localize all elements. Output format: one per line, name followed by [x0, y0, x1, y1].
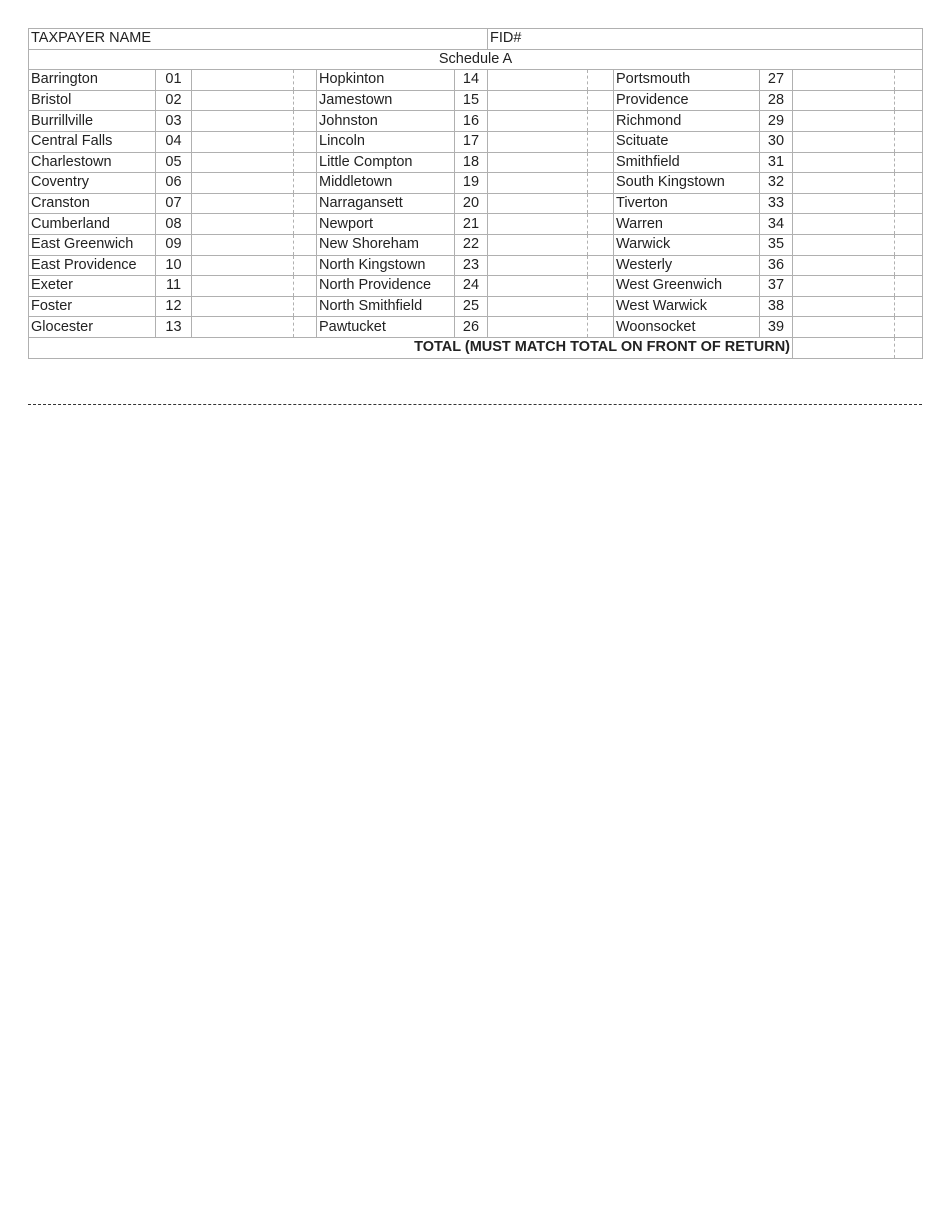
amount-cents-input[interactable] — [895, 70, 923, 91]
amount-dollars-input[interactable] — [793, 90, 895, 111]
table-row — [29, 173, 923, 194]
city-code: 11 — [156, 276, 192, 297]
amount-dollars-input[interactable] — [488, 90, 588, 111]
city-name: North Smithfield — [317, 296, 455, 317]
city-name: Smithfield — [614, 152, 760, 173]
total-dollars-input[interactable] — [793, 337, 895, 358]
amount-cents-input[interactable] — [294, 296, 317, 317]
table-row — [29, 296, 923, 317]
cut-line — [28, 404, 922, 405]
city-code: 15 — [455, 90, 488, 111]
city-name: East Providence — [29, 255, 156, 276]
city-name: Exeter — [29, 276, 156, 297]
amount-cents-input[interactable] — [895, 90, 923, 111]
amount-cents-input[interactable] — [294, 131, 317, 152]
amount-cents-input[interactable] — [588, 152, 614, 173]
city-code: 04 — [156, 131, 192, 152]
city-name: Providence — [614, 90, 760, 111]
amount-cents-input[interactable] — [895, 255, 923, 276]
city-name: Warwick — [614, 234, 760, 255]
city-name: Foster — [29, 296, 156, 317]
amount-cents-input[interactable] — [294, 152, 317, 173]
amount-cents-input[interactable] — [294, 90, 317, 111]
city-name: Little Compton — [317, 152, 455, 173]
city-name: North Providence — [317, 276, 455, 297]
city-code: 32 — [760, 173, 793, 194]
city-code: 27 — [760, 70, 793, 91]
schedule-title: Schedule A — [29, 49, 923, 70]
schedule-a-form — [28, 28, 922, 359]
amount-cents-input[interactable] — [895, 234, 923, 255]
amount-cents-input[interactable] — [294, 111, 317, 132]
city-code: 09 — [156, 234, 192, 255]
city-name: North Kingstown — [317, 255, 455, 276]
city-name: Westerly — [614, 255, 760, 276]
total-cents-input[interactable] — [895, 337, 923, 358]
table-row — [29, 276, 923, 297]
amount-dollars-input[interactable] — [488, 234, 588, 255]
amount-dollars-input[interactable] — [793, 234, 895, 255]
amount-dollars-input[interactable] — [793, 152, 895, 173]
amount-cents-input[interactable] — [588, 214, 614, 235]
table-row — [29, 70, 923, 91]
amount-cents-input[interactable] — [895, 111, 923, 132]
total-label: TOTAL (MUST MATCH TOTAL ON FRONT OF RETURN) — [29, 337, 793, 358]
city-name: Cranston — [29, 193, 156, 214]
city-code: 13 — [156, 317, 192, 338]
city-name: West Warwick — [614, 296, 760, 317]
city-code: 18 — [455, 152, 488, 173]
city-name: Charlestown — [29, 152, 156, 173]
amount-dollars-input[interactable] — [488, 317, 588, 338]
city-code: 05 — [156, 152, 192, 173]
table-row — [29, 317, 923, 338]
city-name: Tiverton — [614, 193, 760, 214]
amount-dollars-input[interactable] — [793, 131, 895, 152]
amount-dollars-input[interactable] — [488, 111, 588, 132]
amount-dollars-input[interactable] — [488, 173, 588, 194]
amount-dollars-input[interactable] — [488, 255, 588, 276]
amount-dollars-input[interactable] — [793, 214, 895, 235]
amount-cents-input[interactable] — [895, 131, 923, 152]
city-name: West Greenwich — [614, 276, 760, 297]
amount-cents-input[interactable] — [895, 173, 923, 194]
city-name: Pawtucket — [317, 317, 455, 338]
city-code: 29 — [760, 111, 793, 132]
city-code: 25 — [455, 296, 488, 317]
amount-cents-input[interactable] — [588, 276, 614, 297]
amount-cents-input[interactable] — [588, 296, 614, 317]
city-name: Portsmouth — [614, 70, 760, 91]
amount-cents-input[interactable] — [294, 70, 317, 91]
city-code: 22 — [455, 234, 488, 255]
city-code: 19 — [455, 173, 488, 194]
amount-dollars-input[interactable] — [192, 111, 294, 132]
amount-dollars-input[interactable] — [488, 152, 588, 173]
amount-cents-input[interactable] — [895, 296, 923, 317]
city-name: Richmond — [614, 111, 760, 132]
city-name: Coventry — [29, 173, 156, 194]
amount-cents-input[interactable] — [588, 234, 614, 255]
city-code: 08 — [156, 214, 192, 235]
table-row — [29, 90, 923, 111]
amount-dollars-input[interactable] — [488, 296, 588, 317]
city-name: Central Falls — [29, 131, 156, 152]
city-name: Burrillville — [29, 111, 156, 132]
header-row — [29, 29, 923, 50]
amount-cents-input[interactable] — [294, 173, 317, 194]
amount-dollars-input[interactable] — [192, 255, 294, 276]
amount-dollars-input[interactable] — [192, 317, 294, 338]
city-code: 26 — [455, 317, 488, 338]
city-code: 30 — [760, 131, 793, 152]
table-row — [29, 255, 923, 276]
amount-cents-input[interactable] — [895, 214, 923, 235]
amount-dollars-input[interactable] — [793, 193, 895, 214]
amount-dollars-input[interactable] — [793, 111, 895, 132]
amount-dollars-input[interactable] — [488, 193, 588, 214]
city-name: Hopkinton — [317, 70, 455, 91]
city-code: 17 — [455, 131, 488, 152]
city-name: Warren — [614, 214, 760, 235]
city-name: Lincoln — [317, 131, 455, 152]
amount-cents-input[interactable] — [895, 193, 923, 214]
amount-dollars-input[interactable] — [793, 255, 895, 276]
city-code: 07 — [156, 193, 192, 214]
amount-dollars-input[interactable] — [488, 276, 588, 297]
amount-cents-input[interactable] — [588, 193, 614, 214]
amount-cents-input[interactable] — [588, 173, 614, 194]
schedule-a-table — [28, 28, 923, 359]
fid-label: FID# — [490, 30, 522, 47]
city-name: Cumberland — [29, 214, 156, 235]
table-row — [29, 193, 923, 214]
table-row — [29, 234, 923, 255]
city-name: Johnston — [317, 111, 455, 132]
amount-cents-input[interactable] — [294, 193, 317, 214]
amount-cents-input[interactable] — [294, 234, 317, 255]
city-code: 35 — [760, 234, 793, 255]
city-name: South Kingstown — [614, 173, 760, 194]
city-code: 33 — [760, 193, 793, 214]
city-code: 36 — [760, 255, 793, 276]
table-row — [29, 214, 923, 235]
amount-cents-input[interactable] — [588, 255, 614, 276]
city-code: 12 — [156, 296, 192, 317]
city-name: East Greenwich — [29, 234, 156, 255]
amount-dollars-input[interactable] — [793, 276, 895, 297]
amount-dollars-input[interactable] — [488, 131, 588, 152]
amount-dollars-input[interactable] — [192, 70, 294, 91]
city-code: 28 — [760, 90, 793, 111]
city-code: 39 — [760, 317, 793, 338]
amount-dollars-input[interactable] — [488, 214, 588, 235]
amount-dollars-input[interactable] — [793, 317, 895, 338]
amount-cents-input[interactable] — [294, 276, 317, 297]
city-code: 20 — [455, 193, 488, 214]
city-code: 02 — [156, 90, 192, 111]
amount-dollars-input[interactable] — [488, 70, 588, 91]
amount-dollars-input[interactable] — [192, 234, 294, 255]
amount-cents-input[interactable] — [588, 90, 614, 111]
amount-dollars-input[interactable] — [793, 173, 895, 194]
amount-dollars-input[interactable] — [192, 193, 294, 214]
city-name: Bristol — [29, 90, 156, 111]
table-row — [29, 131, 923, 152]
amount-dollars-input[interactable] — [192, 214, 294, 235]
taxpayer-name-label: TAXPAYER NAME — [31, 30, 152, 47]
amount-cents-input[interactable] — [895, 152, 923, 173]
amount-dollars-input[interactable] — [192, 131, 294, 152]
amount-dollars-input[interactable] — [192, 173, 294, 194]
city-code: 06 — [156, 173, 192, 194]
amount-dollars-input[interactable] — [192, 276, 294, 297]
amount-cents-input[interactable] — [294, 214, 317, 235]
city-name: New Shoreham — [317, 234, 455, 255]
city-code: 16 — [455, 111, 488, 132]
city-name: Woonsocket — [614, 317, 760, 338]
city-code: 03 — [156, 111, 192, 132]
amount-cents-input[interactable] — [588, 317, 614, 338]
table-row — [29, 152, 923, 173]
city-code: 23 — [455, 255, 488, 276]
amount-dollars-input[interactable] — [192, 296, 294, 317]
city-name: Narragansett — [317, 193, 455, 214]
amount-dollars-input[interactable] — [192, 152, 294, 173]
city-code: 31 — [760, 152, 793, 173]
amount-cents-input[interactable] — [588, 70, 614, 91]
fid-field[interactable] — [488, 29, 923, 50]
city-code: 37 — [760, 276, 793, 297]
amount-dollars-input[interactable] — [793, 70, 895, 91]
city-code: 38 — [760, 296, 793, 317]
amount-cents-input[interactable] — [895, 317, 923, 338]
city-name: Scituate — [614, 131, 760, 152]
table-row — [29, 111, 923, 132]
schedule-title-row — [29, 49, 923, 70]
city-code: 21 — [455, 214, 488, 235]
city-name: Glocester — [29, 317, 156, 338]
taxpayer-name-field[interactable] — [29, 29, 488, 50]
city-code: 01 — [156, 70, 192, 91]
city-name: Newport — [317, 214, 455, 235]
city-name: Middletown — [317, 173, 455, 194]
city-code: 14 — [455, 70, 488, 91]
amount-cents-input[interactable] — [588, 111, 614, 132]
city-code: 10 — [156, 255, 192, 276]
city-name: Jamestown — [317, 90, 455, 111]
city-name: Barrington — [29, 70, 156, 91]
amount-cents-input[interactable] — [588, 131, 614, 152]
amount-dollars-input[interactable] — [793, 296, 895, 317]
city-code: 24 — [455, 276, 488, 297]
amount-cents-input[interactable] — [294, 255, 317, 276]
amount-cents-input[interactable] — [895, 276, 923, 297]
amount-dollars-input[interactable] — [192, 90, 294, 111]
city-code: 34 — [760, 214, 793, 235]
amount-cents-input[interactable] — [294, 317, 317, 338]
total-row — [29, 337, 923, 358]
